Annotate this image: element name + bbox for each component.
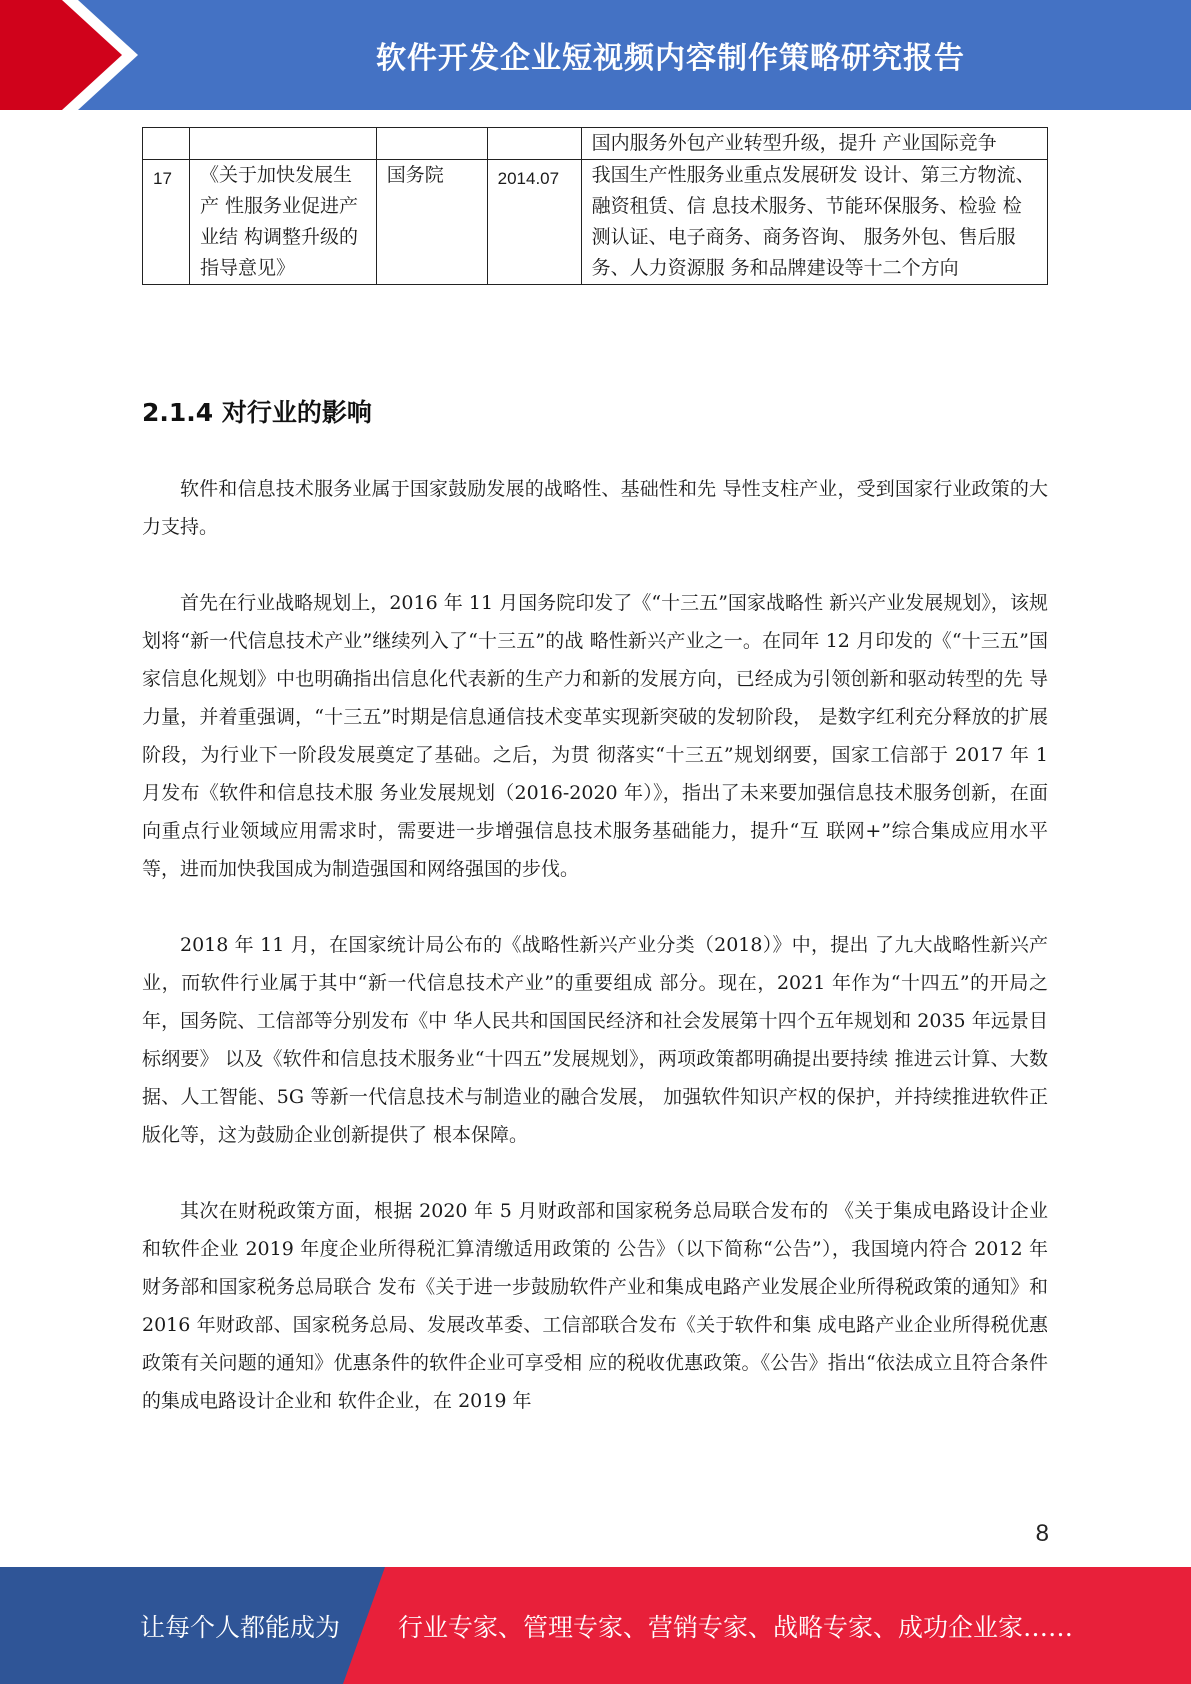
red-arrow-decoration bbox=[0, 0, 160, 110]
page-footer bbox=[0, 1567, 1191, 1684]
table-cell-num: 17 bbox=[143, 160, 190, 285]
table-row bbox=[143, 160, 1048, 285]
paragraph: 其次在财税政策方面，根据 2020 年 5 月财政部和国家税务总局联合发布的 《关于集成电路设计企业和软件企业 2019 年度企业所得税汇算清缴适用政策的 公告》（以下简称“公告”），我国境内符合 2012 年财务部和国家税务总局联合 发布《关于进一步鼓励软件产业和集成电路产业发展企业所得税政策的通知》和 2016 年财政部、国家税务总局、发展改革委、工信部联合发布《关于软件和集 成电路产业企业所得税优惠政策有关问题的通知》优惠条件的软件企业可享受相 应的税收优惠政策。《公告》指出“依法成立且符合条件的集成电路设计企业和 软件企业，在 2019 年 bbox=[142, 1200, 1048, 1412]
paragraph: 软件和信息技术服务业属于国家鼓励发展的战略性、基础性和先 导性支柱产业，受到国家行业政策的大力支持。 bbox=[142, 478, 1048, 538]
section-heading: 2.1.4 对行业的影响 bbox=[142, 398, 372, 427]
table-cell-name bbox=[189, 128, 376, 160]
paragraph: 2018 年 11 月，在国家统计局公布的《战略性新兴产业分类（2018）》中，提出 了九大战略性新兴产业，而软件行业属于其中“新一代信息技术产业”的重要组成 部分。现在，2021 年作为“十四五”的开局之年，国务院、工信部等分别发布《中 华人民共和国国民经济和社会发展第十四个五年规划和 2035 年远景目标纲要》 以及《软件和信息技术服务业“十四五”发展规划》，两项政策都明确提出要持续 推进云计算、大数据、人工智能、5G 等新一代信息技术与制造业的融合发展， 加强软件知识产权的保护，并持续推进软件正版化等，这为鼓励企业创新提供了 根本保障。 bbox=[142, 934, 1048, 1146]
table-cell-content: 国内服务外包产业转型升级，提升 产业国际竞争 bbox=[581, 128, 1047, 160]
report-title: 软件开发企业短视频内容制作策略研究报告 bbox=[376, 41, 965, 76]
table-cell-date bbox=[487, 128, 581, 160]
table-cell-content: 我国生产性服务业重点发展研发 设计、第三方物流、融资租赁、信 息技术服务、节能环保服务、检验 检测认证、电子商务、商务咨询、 服务外包、售后服务、人力资源服 务和品牌建设等十二个方向 bbox=[581, 160, 1047, 285]
table-row bbox=[143, 128, 1048, 160]
table-cell-date: 2014.07 bbox=[487, 160, 581, 285]
paragraph: 首先在行业战略规划上，2016 年 11 月国务院印发了《“十三五”国家战略性 新兴产业发展规划》，该规划将“新一代信息技术产业”继续列入了“十三五”的战 略性新兴产业之一。在同年 12 月印发的《“十三五”国家信息化规划》中也明确指出信息化代表新的生产力和新的发展方向，已经成为引领创新和驱动转型的先 导力量，并着重强调，“十三五”时期是信息通信技术变革实现新突破的发轫阶段， 是数字红利充分释放的扩展阶段，为行业下一阶段发展奠定了基础。之后，为贯 彻落实“十三五”规划纲要，国家工信部于 2017 年 1 月发布《软件和信息技术服 务业发展规划（2016-2020 年）》，指出了未来要加强信息技术服务创新，在面 向重点行业领域应用需求时，需要进一步增强信息技术服务基础能力，提升“互 联网+”综合集成应用水平等，进而加快我国成为制造强国和网络强国的步伐。 bbox=[142, 592, 1048, 880]
body-content bbox=[142, 470, 1048, 1420]
footer-slogan-left: 让每个人都能成为 bbox=[140, 1612, 341, 1642]
page-number: 8 bbox=[1035, 1520, 1049, 1547]
table-cell-issuer bbox=[376, 128, 487, 160]
table-cell-num bbox=[143, 128, 190, 160]
footer-slogan-right: 行业专家、管理专家、营销专家、战略专家、成功企业家…… bbox=[398, 1612, 1074, 1642]
policy-table bbox=[142, 127, 1048, 285]
table-cell-name: 《关于加快发展生产 性服务业促进产业结 构调整升级的指导意见》 bbox=[189, 160, 376, 285]
page-header bbox=[0, 0, 1191, 110]
table-cell-issuer: 国务院 bbox=[376, 160, 487, 285]
